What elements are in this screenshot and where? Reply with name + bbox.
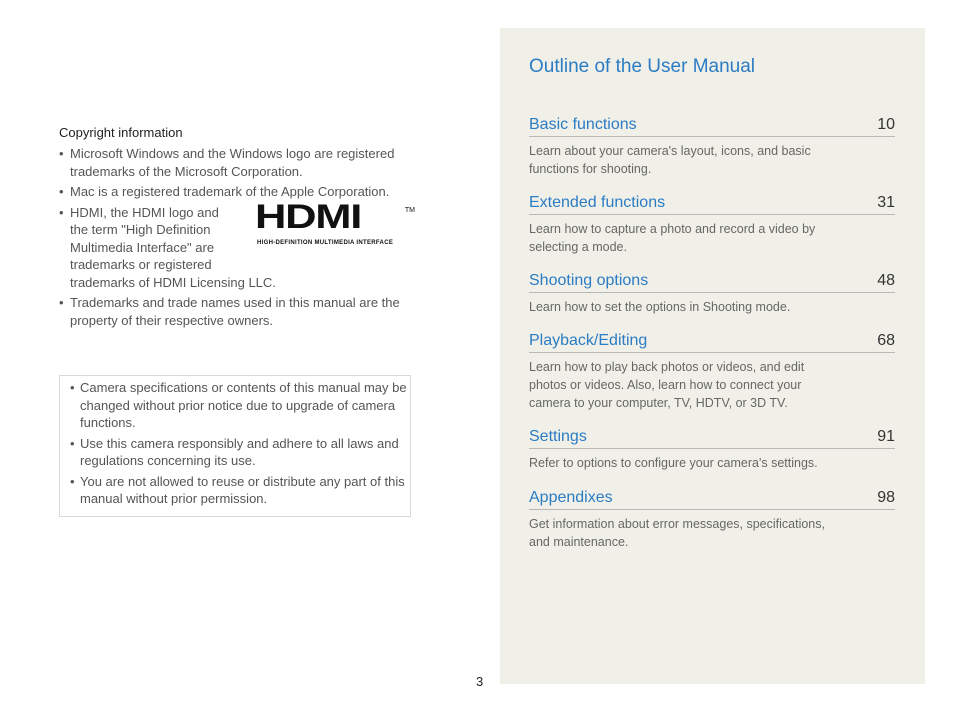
toc-entry-desc: Learn how to set the options in Shooting mode. (529, 300, 791, 314)
hdmi-logo (255, 197, 415, 246)
toc-entry-basic-functions[interactable] (529, 116, 895, 178)
toc-entry-desc: Get information about error messages, specifications, and maintenance. (529, 517, 825, 549)
toc-entry-playback-editing[interactable] (529, 332, 895, 412)
hdmi-line: Multimedia Interface" are (70, 239, 215, 255)
toc-entry-title[interactable]: Basic functions (529, 116, 637, 133)
toc-entry-title[interactable]: Settings (529, 428, 587, 445)
toc-entry-extended-functions[interactable] (529, 194, 895, 256)
toc-entry-page[interactable]: 48 (877, 272, 895, 289)
toc-entry-page[interactable]: 98 (877, 489, 895, 506)
copyright-item-trademarks: • Trademarks and trade names used in this manual are the property of their respective owners. (59, 294, 419, 329)
copyright-list (59, 145, 419, 329)
toc-entry-title[interactable]: Shooting options (529, 272, 649, 289)
hdmi-logo-tagline: HIGH-DEFINITION MULTIMEDIA INTERFACE (257, 239, 394, 246)
hdmi-line: the term "High Definition (70, 222, 211, 237)
toc-entry-desc: Learn how to capture a photo and record a video by selecting a mode. (529, 222, 816, 254)
toc-entry-appendixes[interactable] (529, 489, 895, 551)
toc-entry-desc: Learn about your camera's layout, icons, and basic functions for shooting. (529, 144, 811, 176)
notice-box (59, 375, 411, 517)
outline-panel (500, 28, 925, 684)
toc-entry-desc: Refer to options to configure your camera's settings. (529, 456, 818, 470)
hdmi-line: HDMI, the HDMI logo and (70, 204, 219, 220)
toc-entry-title[interactable]: Appendixes (529, 489, 613, 506)
toc-entry-page[interactable]: 10 (877, 116, 895, 133)
hdmi-logo-tm: TM (404, 206, 415, 214)
toc-entry-page[interactable]: 68 (877, 332, 895, 349)
notice-item: • You are not allowed to reuse or distribute any part of this manual without prior permission. (70, 473, 410, 508)
toc-entry-shooting-options[interactable] (529, 272, 895, 316)
notice-item: • Use this camera responsibly and adhere to all laws and regulations concerning its use. (70, 435, 410, 470)
toc-entry-desc: Learn how to play back photos or videos, and edit photos or videos. Also, learn how to connect your camera to your computer, TV, HDTV, or 3D TV. (529, 360, 805, 410)
copyright-heading: Copyright information (59, 125, 183, 140)
page-number: 3 (476, 674, 484, 689)
copyright-item-mac: • Mac is a registered trademark of the Apple Corporation. (59, 183, 419, 201)
hdmi-text (70, 204, 240, 274)
hdmi-tail: trademarks of HDMI Licensing LLC. (70, 274, 276, 290)
toc-entry-page[interactable]: 31 (877, 194, 895, 211)
copyright-item-hdmi (59, 197, 419, 292)
copyright-section (59, 125, 419, 332)
hdmi-line: trademarks or registered (70, 257, 212, 272)
notice-item: • Camera specifications or contents of this manual may be changed without prior notice due to upgrade of camera functions. (70, 379, 410, 432)
notice-list (60, 379, 410, 508)
toc-entry-title[interactable]: Extended functions (529, 194, 666, 211)
toc-entry-settings[interactable] (529, 428, 895, 472)
outline-title: Outline of the User Manual (529, 56, 756, 77)
toc-entry-page[interactable]: 91 (877, 428, 895, 445)
toc-entry-title[interactable]: Playback/Editing (529, 332, 648, 349)
hdmi-logo-word: HDMI (255, 197, 362, 236)
copyright-item-windows: • Microsoft Windows and the Windows logo are registered trademarks of the Microsoft Corporation. (59, 145, 419, 180)
